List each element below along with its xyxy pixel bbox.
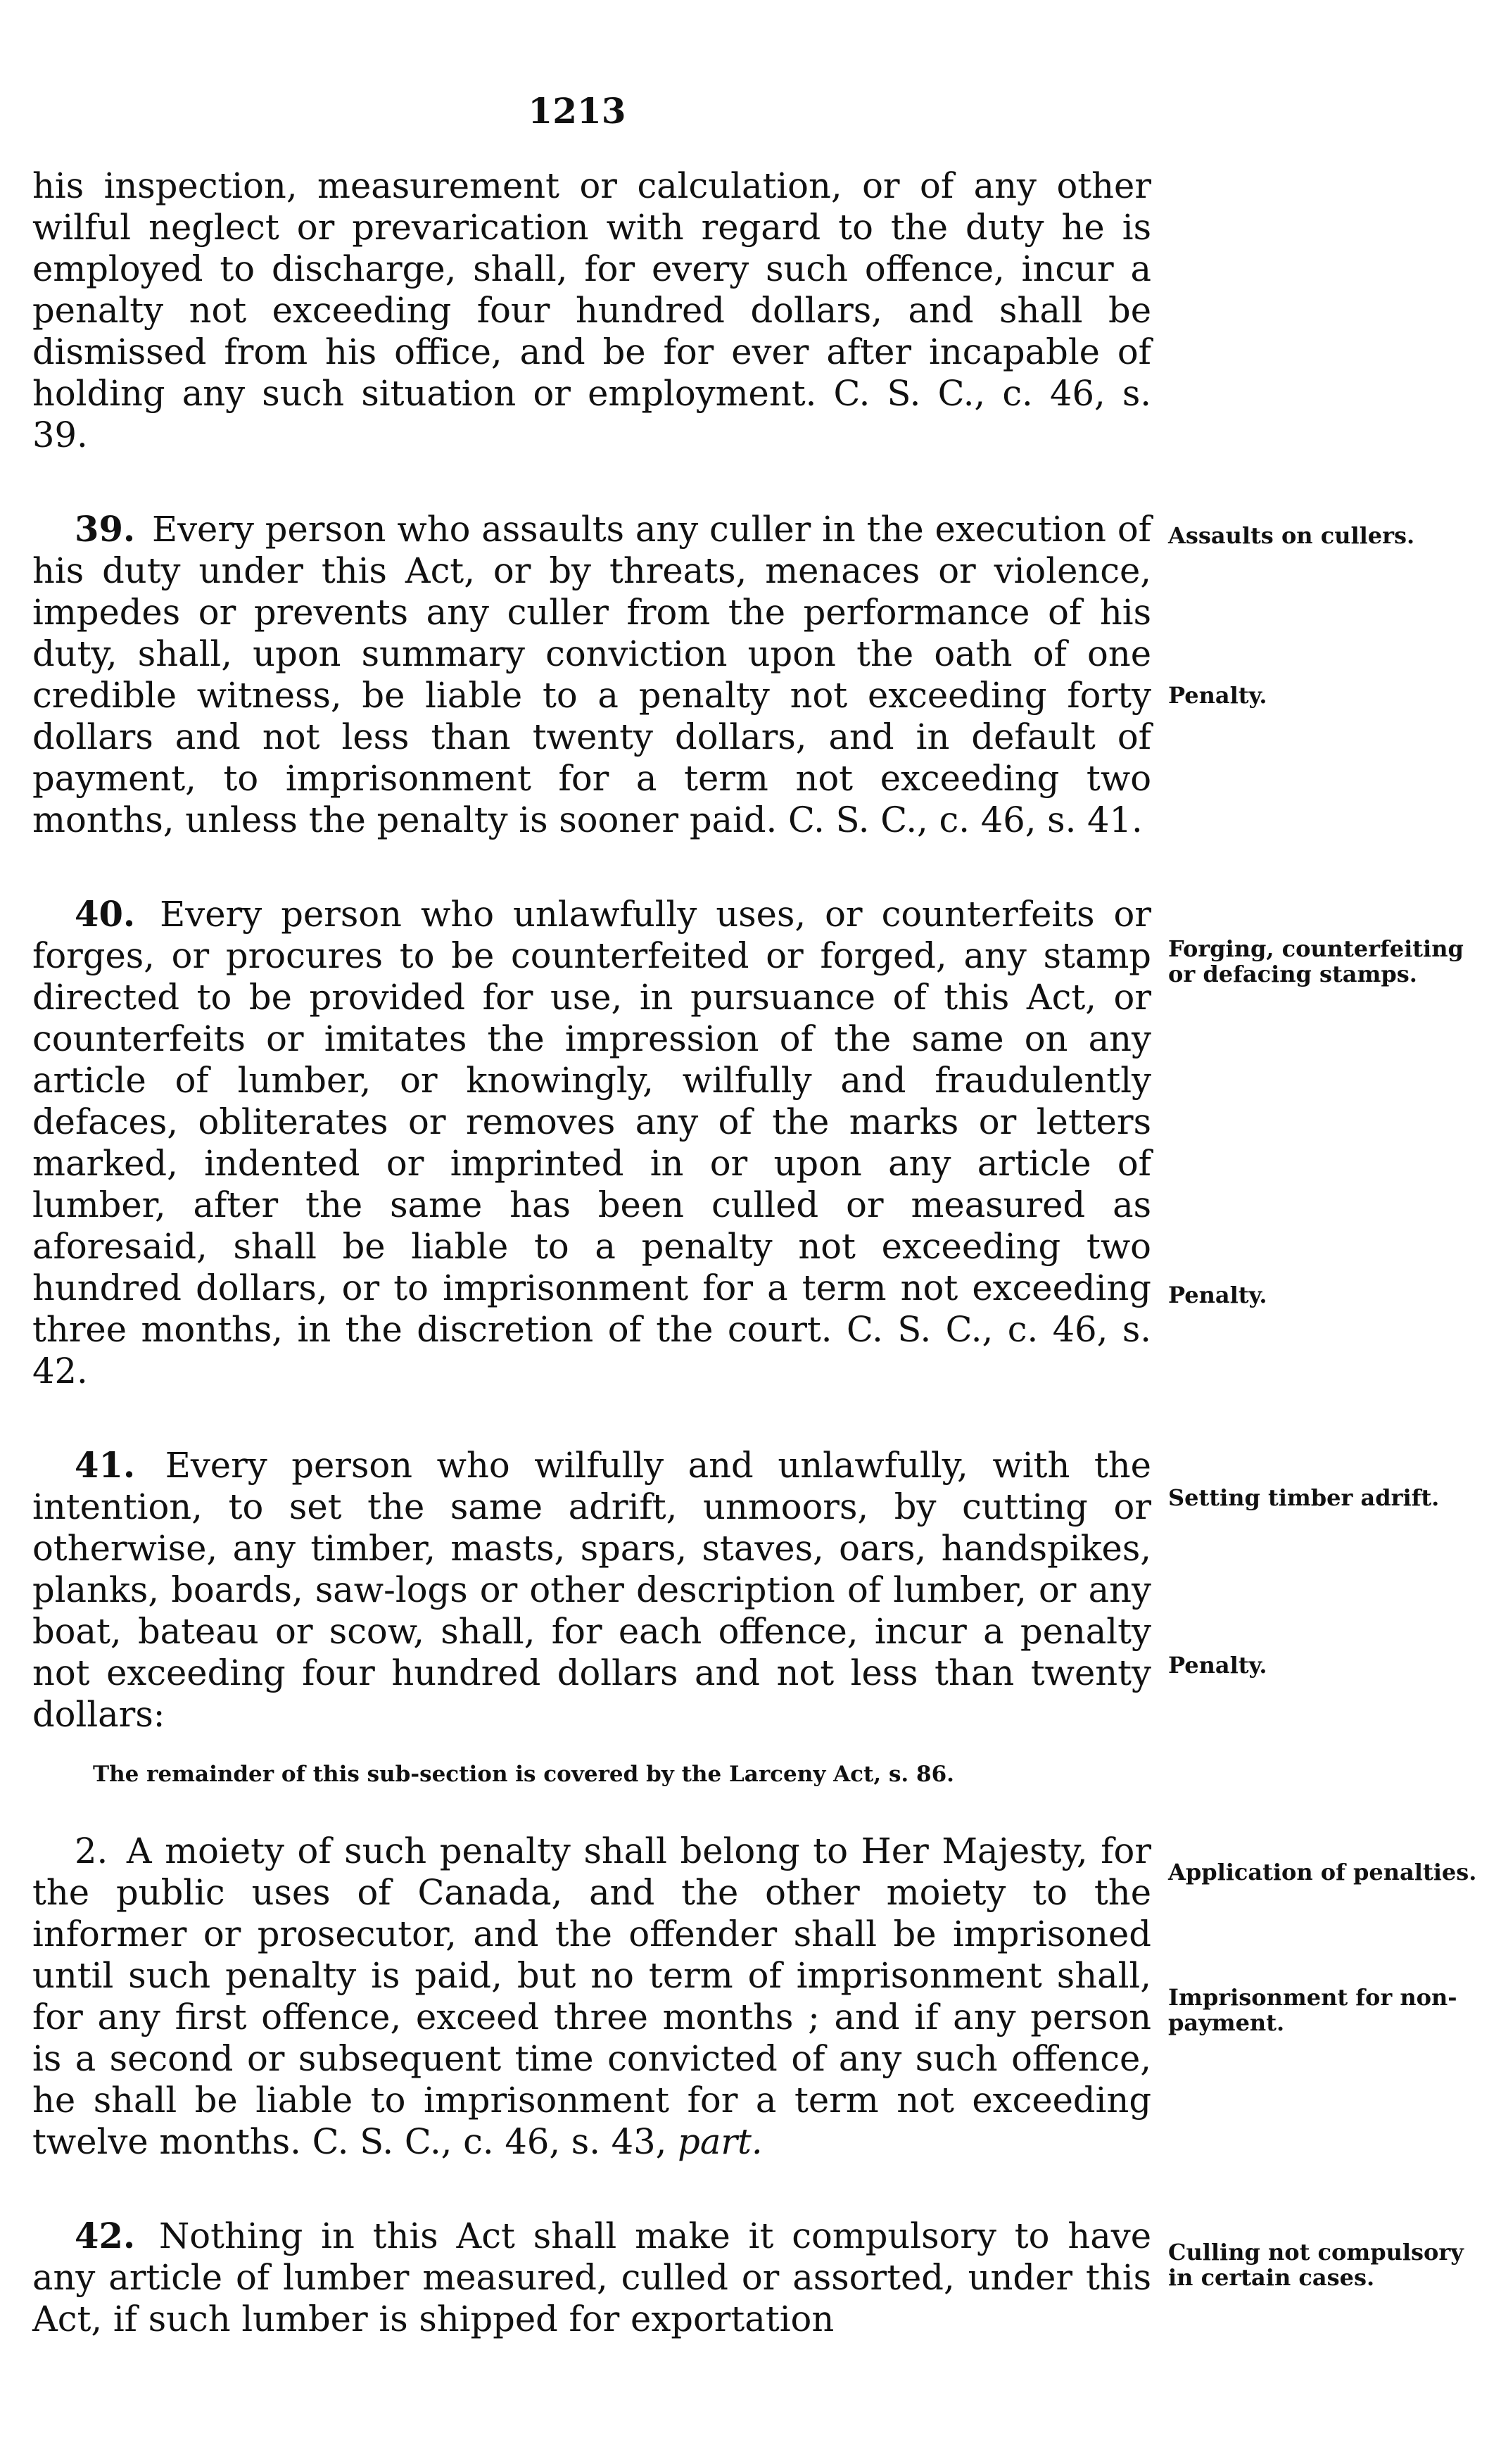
subsection-2 [32,1831,1151,2163]
margin-note-assaults: Assaults on cullers. [1168,522,1415,549]
subsection-number: 2. [75,1831,108,1871]
section-text: Every person who unlawfully uses, or counterfeits or forges, or procures to be counterfeited or forged, any stamp directed to be provided for use, in pursuance of this Act, or counterfeits or imitates the impression of the same on any article of lumber, or knowingly, wilfully and fraudulently defaces, obliterates or removes any of the marks or letters marked, indented or imprinted in or upon any article of lumber, after the same has been culled or measured as aforesaid, shall be liable to a penalty not exceeding two hundred dollars, or to imprisonment for a term not exceeding three months, in the discretion of the court. C. S. C., c. 46, s. 42. [32,894,1151,1391]
section-39 [32,509,1151,841]
body-text [32,165,1151,2393]
section-text: Every person who wilfully and unlawfully, with the intention, to set the same adrift, unmoors, by cutting or otherwise, any timber, masts, spars, staves, oars, handspikes, planks, boards, saw-logs or other description of lumber, or any boat, bateau or scow, shall, for each offence, incur a penalty not exceeding four hundred dollars and not less than twenty dollars: [32,1445,1151,1735]
section-40 [32,894,1151,1392]
margin-note-penalty-39: Penalty. [1168,682,1267,709]
subsection-text: A moiety of such penalty shall belong to Her Majesty, for the public uses of Canada, and the other moiety to the informer or prosecutor, and the offender shall be imprisoned until such penalty is paid, but no term of imprisonment shall, for any first offence, exceed three months ; and if any person is a second or subsequent time convicted of any such offence, he shall be liable to imprisonment for a term not exceeding twelve months. C. S. C., c. 46, s. 43, [32,1831,1151,2162]
section-41 [32,1445,1151,1736]
paragraph-text: his inspection, measurement or calculation, or of any other wilful neglect or prevarication with regard to the duty he is employed to discharge, shall, for every such offence, incur a penalty not exceeding four hundred dollars, and shall be dismissed from his office, and be for ever after incapable of holding any such situation or employment. C. S. C., c. 46, s. 39. [32,165,1151,455]
margin-note-application: Application of penalties. [1168,1859,1477,1885]
margin-note-imprisonment: Imprisonment for non-payment. [1168,1984,1457,2036]
section-number: 40. [75,894,136,935]
paragraph-continuation [32,165,1151,456]
margin-note-penalty-41: Penalty. [1168,1652,1267,1679]
margin-note-penalty-40: Penalty. [1168,1282,1267,1308]
margin-note-culling: Culling not compulsory in certain cases. [1168,2239,1464,2291]
subsection-suffix: part. [678,2121,763,2162]
section-number: 39. [75,509,136,550]
section-text: Nothing in this Act shall make it compulsory to have any article of lumber measured, culled or assorted, under this Act, if such lumber is shipped for exportation [32,2216,1151,2339]
section-number: 41. [75,1445,136,1486]
section-42 [32,2216,1151,2340]
section-text: Every person who assaults any culler in the execution of his duty under this Act, or by threats, menaces or violence, impedes or prevents any culler from the performance of his duty, shall, upon summary conviction upon the oath of one credible witness, be liable to a penalty not exceeding forty dollars and not less than twenty dollars, and in default of payment, to imprisonment for a term not exceeding two months, unless the penalty is sooner paid. C. S. C., c. 46, s. 41. [32,509,1151,840]
page-number: 1213 [528,90,626,132]
margin-note-setting-timber: Setting timber adrift. [1168,1484,1440,1511]
editorial-note: The remainder of this sub-section is covered by the Larceny Act, s. 86. [93,1762,954,1787]
margin-note-forging: Forging, counterfeiting or defacing stamps. [1168,935,1464,987]
section-number: 42. [75,2216,136,2256]
